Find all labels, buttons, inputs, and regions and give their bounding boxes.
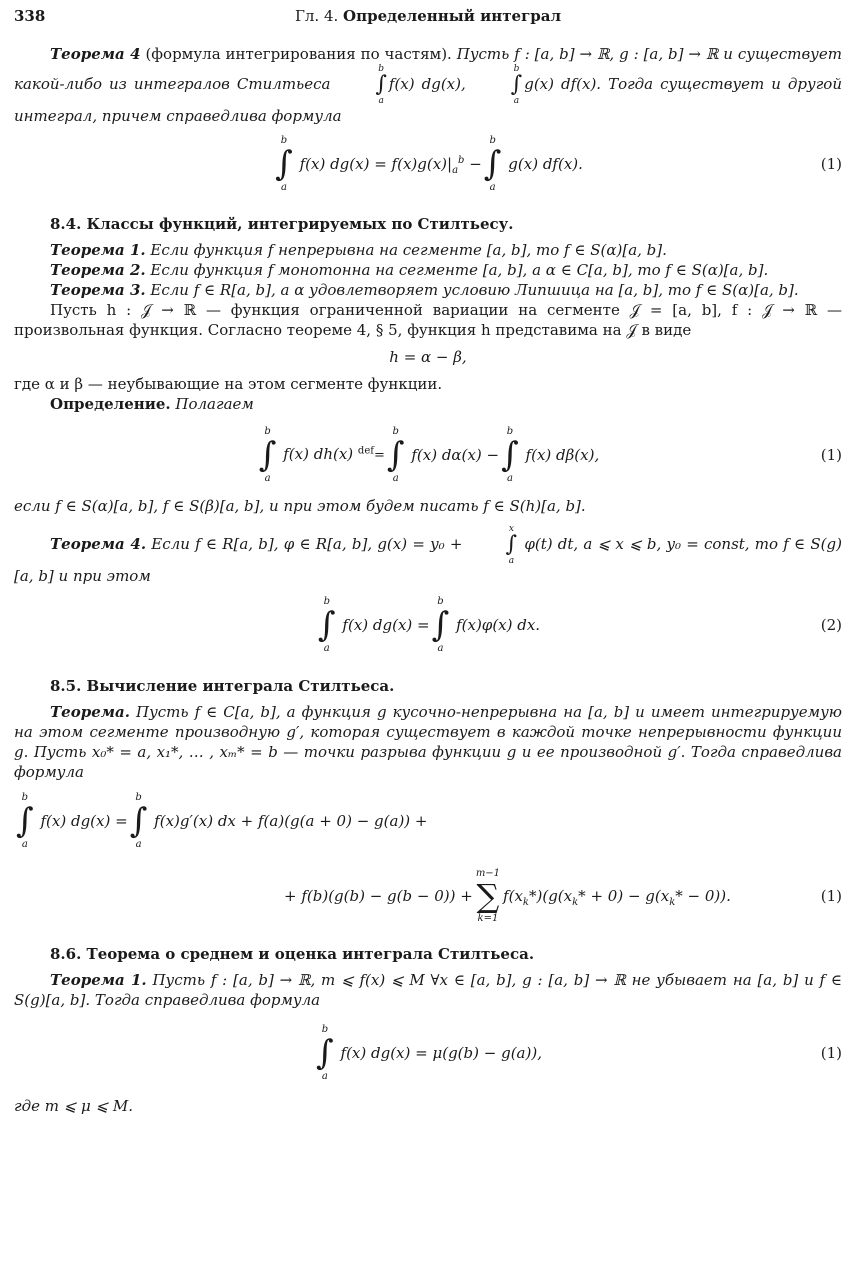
definition-text: Полагаем: [175, 395, 254, 413]
equation-number: (2): [820, 616, 842, 634]
theorem-label: Теорема 4.: [50, 535, 147, 553]
running-header: [14, 6, 842, 30]
integral-sign: b ∫ a: [258, 426, 277, 484]
running-title: [74, 6, 842, 26]
formula-text: h = α − β,: [389, 348, 467, 366]
theorem-label: Теорема.: [50, 703, 130, 721]
theorem-text: Если f ∈ R[a, b], а α удовлетворяет условию Липшица на [a, b], то f ∈ S(α)[a, b].: [150, 281, 799, 299]
integral-sign: b ∫ a: [16, 792, 34, 850]
theorem-4-parts: Теорема 4 (формула интегрирования по частям). Пусть f : [a, b] → ℝ, g : [a, b] → ℝ и существует какой-либо из интегралов Стилтьеса b ∫ a f(x) dg(x), b ∫ a g(x) df(x). Тогда существует и другой интеграл, причем справедлива формула: [14, 45, 842, 125]
integral-sign: b ∫ a: [275, 135, 293, 193]
integral-sign: b ∫ a: [483, 135, 502, 193]
integral-sign: b ∫ a: [129, 792, 148, 850]
theorem-mean-value: [14, 970, 842, 1010]
integral-sign: b ∫ a: [501, 426, 519, 484]
theorem-1: [14, 240, 842, 260]
definition-label: Определение.: [50, 395, 171, 413]
chapter-title: Определенный интеграл: [343, 7, 562, 25]
integral-sign: b ∫ a: [375, 64, 387, 106]
theorem-text: Если функция f непрерывна на сегменте [a, b], то f ∈ S(α)[a, b].: [150, 241, 667, 259]
theorem-text: Если функция f монотонна на сегменте [a, b], а α ∈ C[a, b], то f ∈ S(α)[a, b].: [150, 261, 769, 279]
equation-number: (1): [820, 155, 842, 173]
integral-sign: b ∫ a: [386, 426, 405, 484]
theorem-lead: (формула интегрирования по частям).: [145, 45, 452, 63]
theorem-label: Теорема 2.: [50, 261, 146, 279]
section-8-4-title: 8.4. Классы функций, интегрируемых по Стилтьесу.: [50, 215, 514, 233]
formula-parts: b ∫ a f(x) $dg(x) = f(x)g(x)|_a^b$ − b ∫ a g(x) df(x). (1): [275, 135, 842, 193]
theorem-2: [14, 260, 842, 280]
theorem-label: Теорема 1.: [50, 241, 146, 259]
formula-h: [14, 340, 842, 374]
theorem-computation: [14, 702, 842, 782]
section-8-5-title: 8.5. Вычисление интеграла Стилтьеса.: [50, 677, 395, 695]
sum-sign: m−1 ∑ k=1: [475, 868, 501, 924]
definition: [14, 394, 842, 414]
paragraph-notation: если f ∈ S(α)[a, b], f ∈ S(β)[a, b], и при этом будем писать f ∈ S(h)[a, b].: [14, 497, 586, 515]
theorem-text: Пусть f : [a, b] → ℝ, m ⩽ f(x) ⩽ M ∀x ∈ [a, b], g : [a, b] → ℝ не убывает на [a, b] и f ∈ S(g)[a, b]. Тогда справедлива формула: [14, 971, 842, 1009]
integral-sign: b ∫ a: [510, 64, 523, 106]
chapter-number: Гл. 4.: [294, 7, 339, 25]
equation-number: (1): [820, 446, 842, 464]
paragraph-variation: Пусть h : 𝒥 → ℝ — функция ограниченной вариации на сегменте 𝒥 = [a, b], f : 𝒥 → ℝ — произвольная функция. Согласно теореме 4, § 5, функция h представима на 𝒥 в виде: [14, 301, 842, 339]
paragraph-alpha-beta: где α и β — неубывающие на этом сегменте функции.: [14, 375, 443, 393]
theorem-label: Теорема 4: [50, 45, 141, 63]
theorem-text: Пусть f ∈ C[a, b], а функция g кусочно-непрерывна на [a, b] и имеет интегрируемую на этом сегменте производную g′, которая существует в каждой точке непрерывности функции g. Пусть x₀* = a, x₁*, … , xₘ* = b — точки разрыва функции g и ее производной g′. Тогда справедлива формула: [14, 703, 842, 781]
integral-sign: b ∫ a: [316, 1024, 334, 1082]
formula-computation-line1: b ∫ a f(x) dg(x) = b ∫ a f(x)g′(x) dx + f(a)(g(a + 0) − g(a)) +: [16, 792, 428, 850]
page: [14, 6, 842, 1116]
formula-computation-line2: + f(b)(g(b) − g(b − 0)) + m−1 ∑ k=1 $f(x_k*)(g(x_k* + 0) - g(x_k* - 0))$. (1): [284, 868, 842, 924]
theorem-text: Если f ∈ R[a, b], φ ∈ R[a, b], g(x) = y₀ +: [151, 535, 463, 553]
formula-mean-value: b ∫ a f(x) dg(x) = μ(g(b) − g(a)), (1): [316, 1024, 842, 1082]
formula-definition: b ∫ a f(x) dh(x) $^{def}$= b ∫ a f(x) dα(x) − b ∫ a f(x) dβ(x), (1): [258, 426, 842, 484]
paragraph-mu: где m ⩽ μ ⩽ M.: [14, 1097, 134, 1115]
theorem-label: Теорема 3.: [50, 281, 146, 299]
theorem-4: [14, 524, 842, 586]
theorem-text: Пусть f : [a, b] → ℝ, g : [a, b] → ℝ и существует какой-либо из интегралов Стилтьеса: [14, 45, 842, 93]
theorem-label: Теорема 1.: [50, 971, 147, 989]
section-8-6-title: 8.6. Теорема о среднем и оценка интеграла Стилтьеса.: [50, 945, 535, 963]
equation-number: (1): [820, 1044, 842, 1062]
theorem-text-2: Тогда существует и другой интеграл, причем справедлива формула: [14, 75, 842, 125]
integral-sign: x ∫ a: [505, 524, 518, 566]
integral-sign: b ∫ a: [431, 596, 450, 654]
page-number: 338: [14, 7, 46, 25]
theorem-text-2: φ(t) dt, a ⩽ x ⩽ b, y₀ = const, то f ∈ S(g)[a, b] и при этом: [14, 535, 842, 585]
integral-sign: b ∫ a: [317, 596, 336, 654]
equation-number: (1): [820, 887, 842, 905]
formula-theorem-4: b ∫ a f(x) dg(x) = b ∫ a f(x)φ(x) dx. (2): [317, 596, 842, 654]
theorem-3: [14, 280, 842, 300]
